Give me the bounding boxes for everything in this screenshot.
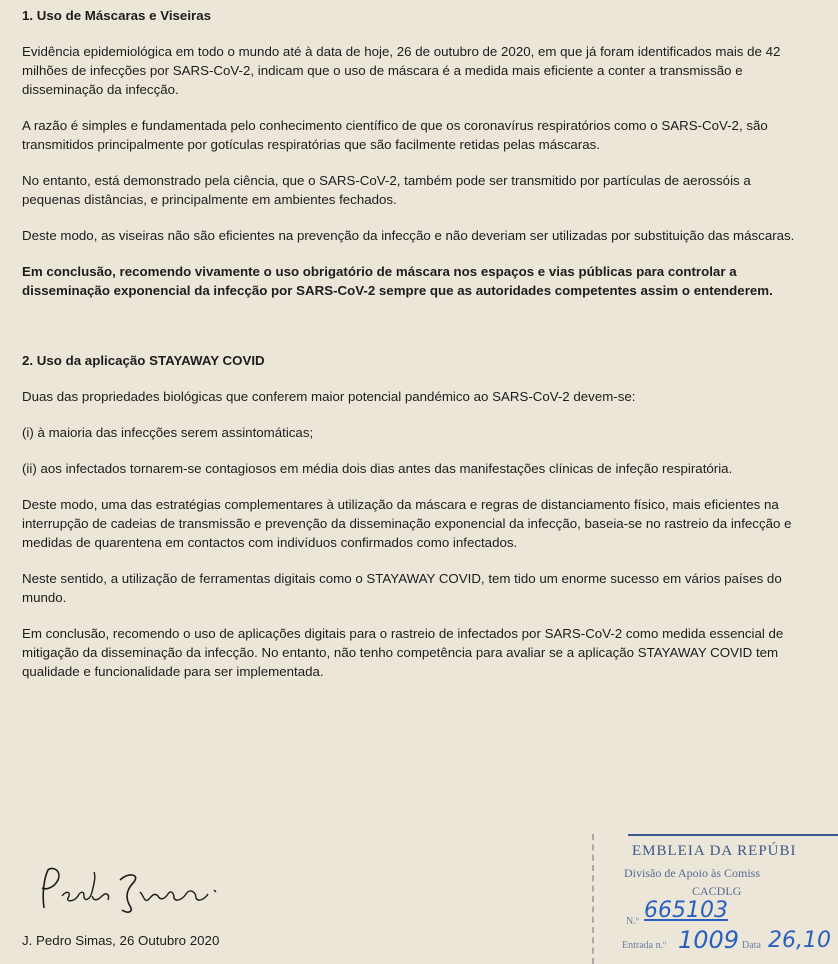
reception-stamp	[592, 834, 832, 964]
stamp-institution: EMBLEIA DA REPÚBI	[632, 843, 797, 859]
stamp-number: 665103	[644, 898, 728, 923]
stamp-entry-label: Entrada n.º	[622, 940, 667, 951]
section2-conclusion: Em conclusão, recomendo o uso de aplicações digitais para o rastreio de infectados por SARS-CoV-2 como medida essencial de mitigação da disseminação da infecção. No entanto, não tenho competência para avaliar se a aplicação STAYAWAY COVID tem qualidade e funcionalidade para ser implementada.	[22, 626, 784, 679]
section-spacer	[22, 317, 797, 351]
stamp-date-label: Data	[742, 940, 761, 951]
stamp-top-rule	[628, 834, 838, 836]
stamp-dashed-border	[592, 834, 596, 964]
stamp-committee: CACDLG	[692, 884, 742, 898]
section2-paragraph-1: Duas das propriedades biológicas que conferem maior potencial pandémico ao SARS-CoV-2 devem-se:	[22, 389, 636, 404]
section1-paragraph-4: Deste modo, as viseiras não são eficientes na prevenção da infecção e não deveriam ser utilizadas por substituição das máscaras.	[22, 228, 795, 243]
section1-conclusion: Em conclusão, recomendo vivamente o uso obrigatório de máscara nos espaços e vias públicas para controlar a disseminação exponencial da infecção por SARS-CoV-2 sempre que as autoridades competentes assim o entenderem.	[22, 264, 773, 298]
stamp-division: Divisão de Apoio às Comiss	[624, 866, 761, 880]
signature-caption: J. Pedro Simas, 26 Outubro 2020	[22, 933, 220, 948]
section2-paragraph-3: (ii) aos infectados tornarem-se contagiosos em média dois dias antes das manifestações clínicas de infeção respiratória.	[22, 461, 733, 476]
section2-title: 2. Uso da aplicação STAYAWAY COVID	[22, 353, 265, 368]
stamp-date: 26,10	[768, 928, 831, 953]
section2-paragraph-5: Neste sentido, a utilização de ferramentas digitais como o STAYAWAY COVID, tem tido um enorme sucesso em vários países do mundo.	[22, 571, 782, 605]
document-body	[22, 6, 797, 698]
section2-paragraph-4: Deste modo, uma das estratégias complementares à utilização da máscara e regras de distanciamento físico, mais eficientes na interrupção de cadeias de transmissão e prevenção da disseminação exponencial da infecção, baseia-se no rastreio da infecção e medidas de quarentena em contactos com indivíduos confirmados como infectados.	[22, 497, 792, 550]
stamp-number-label: N.º	[626, 916, 639, 927]
section1-paragraph-1: Evidência epidemiológica em todo o mundo até à data de hoje, 26 de outubro de 2020, em que já foram identificados mais de 42 milhões de infecções por SARS-CoV-2, indicam que o uso de máscara é a medida mais eficiente a conter a transmissão e disseminação da infecção.	[22, 44, 781, 97]
handwritten-signature	[36, 866, 226, 916]
section1-paragraph-3: No entanto, está demonstrado pela ciência, que o SARS-CoV-2, também pode ser transmitido por partículas de aerossóis a pequenas distâncias, e principalmente em ambientes fechados.	[22, 173, 751, 207]
stamp-entry-number: 1009	[678, 926, 740, 954]
section1-title: 1. Uso de Máscaras e Viseiras	[22, 8, 211, 23]
section1-paragraph-2: A razão é simples e fundamentada pelo conhecimento científico de que os coronavírus respiratórios como o SARS-CoV-2, são transmitidos principalmente por gotículas respiratórias que são facilmente retidas pelas máscaras.	[22, 118, 768, 152]
section2-paragraph-2: (i) à maioria das infecções serem assintomáticas;	[22, 425, 314, 440]
